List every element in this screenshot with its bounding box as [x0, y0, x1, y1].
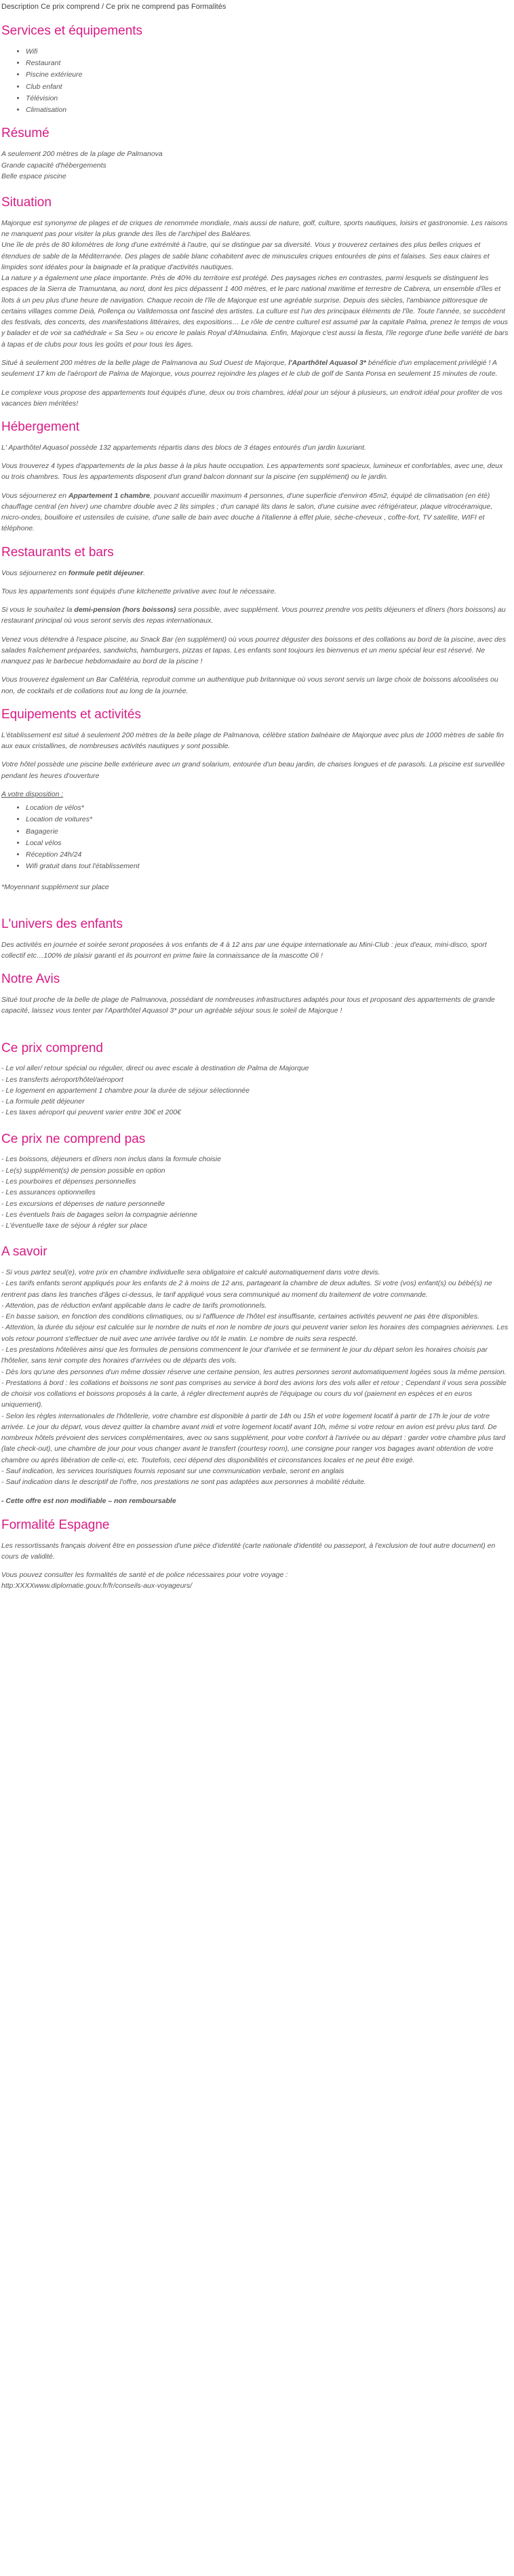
paragraph: Tous les appartements sont équipés d'une kitchenette privative avec tout le nécessaire.: [1, 587, 277, 596]
paragraph: L'établissement est situé à seulement 200 mètres de la belle plage de Palmanova, célèbre station balnéaire de Majorque avec plus de 1000 mètres de sable fin aux eaux cristallines, de nombreuses activités nautiques y sont possible.: [1, 730, 504, 750]
list-label: A votre disposition :: [1, 789, 64, 798]
resume-heading: Résumé: [1, 126, 50, 141]
equipements-list: [1, 802, 510, 872]
list-item: - Les taxes aéroport qui peuvent varier entre 30€ et 200€: [1, 1108, 182, 1117]
paragraph: Situé tout proche de la belle de plage de Palmanova, possédant de nombreuses infrastructures adaptés pour tous et proposant des appartements de grande capacité, laissez vous tenter par l'Aparthôtel Aquasol 3* pour un agréable séjour sous le soleil de Majorque !: [1, 996, 495, 1015]
list-item: - Attention, pas de réduction enfant applicable dans le cadre de tarifs promotionnels.: [1, 1301, 267, 1310]
list-item: • Bagagerie: [26, 826, 510, 837]
enfants-heading: L'univers des enfants: [1, 916, 123, 931]
restaurants-section: [1, 545, 510, 697]
list-item: - Le(s) supplément(s) de pension possible en option: [1, 1166, 165, 1175]
hebergement-heading: Hébergement: [1, 420, 80, 435]
ne-comprend-section: [1, 1132, 510, 1232]
list-item: - Les éventuels frais de bagages selon la compagnie aérienne: [1, 1210, 197, 1219]
list-item: - Si vous partez seul(e), votre prix en chambre individuelle sera obligatoire et calculé automatiquement dans votre devis.: [1, 1268, 380, 1277]
paragraph: Vous séjournerez en formule petit déjeuner.: [1, 568, 146, 577]
paragraph: Majorque est synonyme de plages et de criques de renommée mondiale, mais aussi de nature, golf, culture, sports nautiques, loisirs et gastronomie. Les raisons ne manquent pas pour visiter la plus grande des îles de l'archipel des Baléares.: [1, 218, 508, 239]
comprend-section: [1, 1041, 510, 1118]
formalite-section: [1, 1518, 510, 1592]
list-item: - Le logement en appartement 1 chambre pour la durée de séjour sélectionnée: [1, 1086, 250, 1095]
list-item: • Climatisation: [26, 104, 510, 115]
paragraph: Vous séjournerez en Appartement 1 chambre, pouvant accueillir maximum 4 personnes, d'une superficie d'environ 45m2, équipé de climatisation (en été) chauffage central (en hiver) une chambre double avec 2 lits simples ; d'un canapé lits dans le salon, d'une cuisine avec réfrigérateur, plaque vitrocéramique, micro-ondes, bouilloire et ustensiles de cuisine, d'une salle de bain avec douche à l'italienne à effet pluie, sèche-cheveux , coffre-fort, TV satellite, WIFI et téléphone.: [1, 491, 493, 533]
paragraph: Une île de près de 80 kilomètres de long d'une extrémité à l'autre, qui se distingue par sa diversité. Vous y trouverez certaines des plus belles criques et étendues de sable de la Méditerranée. Des plages de sable blanc cohabitent avec de minuscules criques entourées de pins et falaises. Ses eaux claires et limpides sont idéales pour la baignade et la pratique d'activités nautiques.: [1, 241, 490, 271]
paragraph: La nature y a également une place importante. Près de 40% du territoire est protégé. Des paysages riches en contrastes, parmi lesquels se distinguent les espaces de la Sierra de Tramuntana, au nord, dont les pics dépassent 1 400 mètres, et le parc national maritime et terrestre de Cabrera, un ensemble d'îles et îlots à un peu plus d'une heure de navigation. Chaque recoin de l'île de Majorque est une agréable surprise. Depuis des siècles, l'ambiance pittoresque de certains villages comme Deià, Pollença ou Valldemossa ont fasciné des artistes. La culture est l'un des principaux éléments de l'île. Toute l'année, se succèdent des festivals, des concerts, des manifestations littéraires, des expositions… Le rôle de centre culturel est assumé par la capitale Palma, prenez le temps de vous y balader et de voir sa cathédrale « Sa Seu » ou encore le palais Royal d'Almudaina. Enfin, Majorque c'est aussi la fiesta, l'île regorge d'une belle variété de bars à tapas et de clubs pour tous les goûts et pour tous les âges.: [1, 274, 509, 349]
avis-section: [1, 972, 510, 1016]
restaurants-heading: Restaurants et bars: [1, 545, 114, 560]
paragraph: Vous trouverez également un Bar Cafétéria, reproduit comme un authentique pub britannique où vous seront servis un large choix de boissons alcoolisées ou non, de cocktails et de collations tout au long de la journée.: [1, 676, 498, 695]
comprend-heading: Ce prix comprend: [1, 1040, 103, 1055]
list-item: • Réception 24h/24: [26, 849, 510, 860]
paragraph: Venez vous détendre à l'espace piscine, au Snack Bar (en supplément) où vous pourrez déguster des boissons et des collations au bord de la piscine, avec des salades fraîchement préparées, sandwichs, hamburgers, pizzas et tapas. Les enfants sont toujours les bienvenus et un menu spécial leur est réservé. Ne manquez pas le barbecue hebdomadaire au bord de la piscine !: [1, 635, 507, 666]
list-item: - Les excursions et dépenses de nature personnelle: [1, 1199, 165, 1208]
resume-line: A seulement 200 mètres de la plage de Palmanova: [1, 150, 163, 159]
paragraph: Des activités en journée et soirée seront proposées à vos enfants de 4 à 12 ans par une équipe internationale au Mini-Club : jeux d'eaux, mini-disco, sport collectif etc…100% de plaisir garanti et ils pourront en prime faire la connaissance de la mascotte Oli !: [1, 940, 487, 960]
page-title: Description Ce prix comprend / Ce prix ne comprend pas Formalités: [1, 3, 226, 11]
avis-heading: Notre Avis: [1, 972, 60, 987]
services-section: [1, 24, 510, 115]
list-item: • Location de voitures*: [26, 814, 510, 825]
list-item: • Wifi: [26, 46, 510, 57]
list-item: - Les prestations hôtelières ainsi que les formules de pensions commencent le jour d'arrivée et se terminent le jour du départ selon les horaires choisis par l'hôtelier, sans tenir compte des horaires d'arrivées ou de départs des vols.: [1, 1346, 488, 1365]
resume-section: [1, 126, 510, 182]
ne-comprend-heading: Ce prix ne comprend pas: [1, 1131, 146, 1146]
list-item: - Les tarifs enfants seront appliqués pour les enfants de 2 à moins de 12 ans, partageant la chambre de deux adultes. Si votre (vos) enfant(s) ou bébé(s) ne rentrent pas dans les tranches d'âges ci-dessus, le tarif appliqué vous sera communiqué au moment du traitement de votre commande.: [1, 1279, 492, 1299]
paragraph: Situé à seulement 200 mètres de la belle plage de Palmanova au Sud Ouest de Majorque, l'Aparthôtel Aquasol 3* bénéficie d'un emplacement privilégié ! A seulement 17 km de l'aéroport de Palma de Majorque, vous pourrez rejoindre les plages et le club de golf de Santa Ponsa en seulement 15 minutes de route.: [1, 359, 498, 378]
list-item: - La formule petit déjeuner: [1, 1097, 85, 1106]
list-item: • Location de vélos*: [26, 802, 510, 813]
paragraph: Vous pouvez consulter les formalités de santé et de police nécessaires pour votre voyage :: [1, 1571, 288, 1580]
list-item: • Restaurant: [26, 58, 510, 69]
savoir-heading: A savoir: [1, 1245, 47, 1260]
half-board: demi-pension (hors boissons): [74, 606, 176, 614]
list-item: • Piscine extérieure: [26, 69, 510, 80]
list-item: • Télévision: [26, 93, 510, 104]
hebergement-section: [1, 420, 510, 534]
paragraph: L' Aparthôtel Aquasol possède 132 appartements répartis dans des blocs de 3 étages entourés d'un jardin luxuriant.: [1, 443, 366, 452]
list-item: • Wifi gratuit dans tout l'établissement: [26, 861, 510, 872]
services-heading: Services et équipements: [1, 24, 143, 39]
paragraph: Les ressortissants français doivent être en possession d'une pièce d'identité (carte nationale d'identité ou passeport, à l'exclusion de tout autre document) en cours de validité.: [1, 1541, 496, 1561]
equipements-section: [1, 707, 510, 893]
list-item: - Les boissons, déjeuners et dîners non inclus dans la formule choisie: [1, 1155, 221, 1164]
list-item: • Local vélos: [26, 838, 510, 848]
paragraph: Le complexe vous propose des appartements tout équipés d'une, deux ou trois chambres, idéal pour un séjour à plusieurs, un endroit idéal pour profiter de vos vacances bien méritées!: [1, 388, 502, 408]
resume-line: Grande capacité d'hébergements: [1, 161, 106, 170]
savoir-section: [1, 1245, 510, 1506]
list-item: - Selon les règles internationales de l'hôtellerie, votre chambre est disponible à partir de 14h ou 15h et votre logement locatif à partir de 17h le jour de votre arrivée. Le jour du départ, vous devez quitter la chambre avant midi et votre logement locatif avant 10h, même si votre retour en avion est prévu plus tard. De nombreux hôtels prévoient des services complémentaires, avec ou sans supplément, pour votre confort à l'arrivée ou au départ : garder votre chambre plus tard (late check-out), une chambre de jour pour vous changer avant le transfert (courtesy room), une consigne pour ranger vos bagages avant obtention de votre chambre ou après libération de celle-ci, etc. Toutefois, ceci dépend des disponibilités et circonstances locales et ne peut être exigé.: [1, 1411, 506, 1464]
formalite-heading: Formalité Espagne: [1, 1517, 110, 1532]
list-item: - Les assurances optionnelles: [1, 1188, 96, 1197]
diplomatie-link[interactable]: http:XXXXwww.diplomatie.gouv.fr/fr/conseils-aux-voyageurs/: [1, 1582, 193, 1591]
list-item: • Club enfant: [26, 81, 510, 92]
paragraph: Si vous le souhaitez la demi-pension (hors boissons) sera possible, avec supplément. Vous pourrez prendre vos petits déjeuners et dîners (hors boissons) au restaurant principal où vous seront servis des repas internationaux.: [1, 606, 506, 625]
supplement-note: *Moyennant supplément sur place: [1, 882, 109, 891]
situation-section: [1, 195, 510, 409]
enfants-section: [1, 917, 510, 961]
services-list: [1, 46, 510, 116]
non-refundable-note: - Cette offre est non modifiable – non remboursable: [1, 1497, 176, 1506]
list-item: - Les pourboires et dépenses personnelles: [1, 1177, 136, 1186]
list-item: - Prestations à bord : les collations et boissons ne sont pas comprises au service à bord des avions lors des vols aller et retour ; Cependant il vous sera possible de choisir vos collations et boissons proposés à la carte, à régler directement auprès de l'équipage ou cours du vol (paiement en espèces et en euros uniquement).: [1, 1378, 507, 1409]
board-type: formule petit déjeuner: [68, 568, 144, 577]
list-item: - Les transferts aéroport/hôtel/aéroport: [1, 1075, 123, 1084]
situation-heading: Situation: [1, 195, 52, 210]
resume-line: Belle espace piscine: [1, 172, 66, 180]
hotel-name: l'Aparthôtel Aquasol 3*: [288, 359, 366, 368]
paragraph: Votre hôtel possède une piscine belle extérieure avec un grand solarium, entourée d'un beau jardin, de chaises longues et de parasols. La piscine est surveillée pendant les heures d'ouverture: [1, 760, 505, 780]
list-item: - Sauf indication, les services touristiques fournis reposant sur une communication verbale, seront en anglais: [1, 1466, 344, 1475]
paragraph: Vous trouverez 4 types d'appartements de la plus basse à la plus haute occupation. Les appartements sont spacieux, lumineux et confortables, avec une, deux ou trois chambres. Tous les appartements disposent d'un grand balcon donnant sur la piscine (en supplément) ou le jardin.: [1, 462, 503, 482]
list-item: - L'éventuelle taxe de séjour à régler sur place: [1, 1222, 148, 1230]
list-item: - En basse saison, en fonction des conditions climatiques, ou si l'affluence de l'hôtel est insuffisante, certaines activités peuvent ne pas être disponibles.: [1, 1312, 480, 1321]
list-item: - Le vol aller/ retour spécial ou régulier, direct ou avec escale à destination de Palma de Majorque: [1, 1064, 309, 1073]
room-type: Appartement 1 chambre: [68, 491, 151, 500]
list-item: - Sauf indication dans le descriptif de l'offre, nos prestations ne sont pas adaptées aux personnes à mobilité réduite.: [1, 1478, 366, 1487]
list-item: - Dès lors qu'une des personnes d'un même dossier réserve une certaine pension, les autres personnes seront automatiquement logées sous la même pension.: [1, 1367, 507, 1376]
list-item: - Attention, la durée du séjour est calculée sur le nombre de nuits et non le nombre de jours qui peuvent varier selon les horaires des compagnies aériennes. Les vols retour pourront s'effectuer de nuit avec une arrivée tardive ou tôt le matin. Le nombre de nuits sera respecté.: [1, 1323, 509, 1343]
equipements-heading: Equipements et activités: [1, 707, 141, 722]
